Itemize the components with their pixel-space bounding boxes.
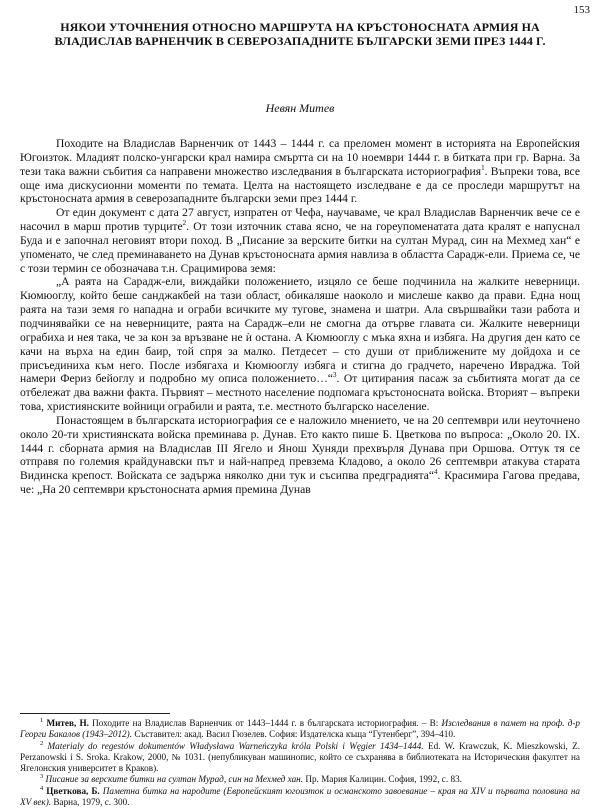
article-body [20, 137, 580, 497]
body-paragraph: Понастоящем в българската историография се е наложило мнението, че на 20 септември или неуточнено около 20-ти християнската войска преминава р. Дунав. Ето както пише Б. Цветкова по въпроса: „Около 20. IX. 1444 г. сборната армия на Владислав III Ягело и Янош Хуняди прехвърля Дунава при Оршова. Оттук тя се отправя по големия крайдунавски път и най-напред превзема Кладово, а около 26 септември атакува старата Видинска крепост. Войската се задържа няколко дни тук и съсипва предградията“$^4$. Красимира Гагова предава, че: „На 20 септември кръстоносната армия премина Дунав [20, 413, 580, 497]
quote-paragraph: „А раята на Сарадж-ели, виждайки положението, изцяло се беше подчинила на жалките неверници. Кюмюоглу, който беше санджакбей на тази област, обикаляше наоколо и мислеше какво да прави. Една нощ раята на тази земя го нападна и ограби всичките му тугове, знамена и шатри. Ала свършвайки тази работа и подчинявайки се на неверниците, раята на Сарадж–ели не смогна да отърве главата си. Жалките неверници ограбиха и нея така, че за кон за връзване не ѝ остана. А Кюмюоглу с мъка яхна и избяга. На другия ден като се качи на върха на един баир, той спря за малко. Петдесет – сто души от приближените му дойдоха и се присъединиха към него. После избягаха и Кюмюоглу избяга и стигна до градчето, наречено Ивраджа. Той намери Фериз бейоглу и подробно му описа положението…“$^3$. От цитирания пасаж за събитията могат да се отбележат два важни факта. Първият – местното население подпомага кръстоносната войска. Вторият – въпреки това, християнските войници ограбили и раята, т.е. местното българско население. [20, 275, 581, 414]
footnote-ref[interactable]: 1 [481, 163, 485, 172]
footnote-item: $^1$ Митев, Н. Походите на Владислав Варненчик от 1443–1444 г. в българската историография. – В: Изследвания в памет на проф. д-р Георги Бакалов (1943–2012). Съставител: акад. Васил Гюзелев. София: Издателска къща “Гутенберг”, 394–410. [20, 716, 581, 740]
footnote-item: $^3$ Писание за верските битки на султан Мурад, син на Мехмед хан. Пр. Мария Калицин. София, 1992, с. 83. [40, 773, 462, 785]
article-author: Невян Митев [265, 101, 335, 115]
footnote-item: $^2$ Materialy do regestów dokumentów Władysława Warneńczyka króla Polski i Węgier 1434–1444. Ed. W. Krawczuk, K. Mieszkowski, Z. Perzanowski i S. Sroka. Krakow, 2000, № 1031. (непубликуван машинопис, който се съхранява в библиотеката на Историческия факултет на Ягелонския университет в Краков). [20, 739, 580, 774]
footnote-divider [20, 713, 170, 714]
footnote-item: $^4$ Цветкова, Б. Паметна битка на народите (Европейският югоизток и османското завоевание – края на XIV и първата половина на XV век). Варна, 1979, с. 300. [20, 784, 580, 808]
body-paragraph: От един документ с дата 27 август, изпратен от Чефа, научаваме, че крал Владислав Варненчик вече се е насочил в марш против турците$^2$. От този източник става ясно, че на гореупоменатата дата кралят е напуснал Буда и е започнал неговият втори поход. В „Писание за верските битки на султан Мурад, син на Мехмед хан“ е упоменато, че след преминаването на Дунав кръстоносната армия навлиза в областта Сарадж-ели. Приема се, че с този термин се обозначава т.н. Срацимирова земя: [20, 206, 580, 275]
article-title: НЯКОИ УТОЧНЕНИЯ ОТНОСНО МАРШРУТА НА КРЪСТОНОСНАТА АРМИЯ НА ВЛАДИСЛАВ ВАРНЕНЧИК В СЕВЕРОЗАПАДНИТЕ БЪЛГАРСКИ ЗЕМИ ПРЕЗ 1444 Г. [54, 20, 546, 48]
footnote-ref[interactable]: 3 [332, 371, 337, 380]
body-paragraph: Походите на Владислав Варненчик от 1443 – 1444 г. са преломен момент в историята на Европейския Югоизток. Младият полско-унгарски крал намира смъртта си на 10 ноември 1444 г. в битката при гр. Варна. За тези така важни събития са направени множество изследвания в българската историография$^1$. Въпреки това, все още има дискусионни моменти по темата. Целта на настоящето изследване е да се проследи маршрутът на кръстоносната армия в северозападните български земи през 1444 г. [20, 137, 580, 206]
page-number: 153 [573, 4, 590, 16]
footnote-ref[interactable]: 4 [434, 468, 438, 477]
footnote-ref[interactable]: 2 [182, 219, 187, 228]
footnotes [20, 718, 580, 808]
